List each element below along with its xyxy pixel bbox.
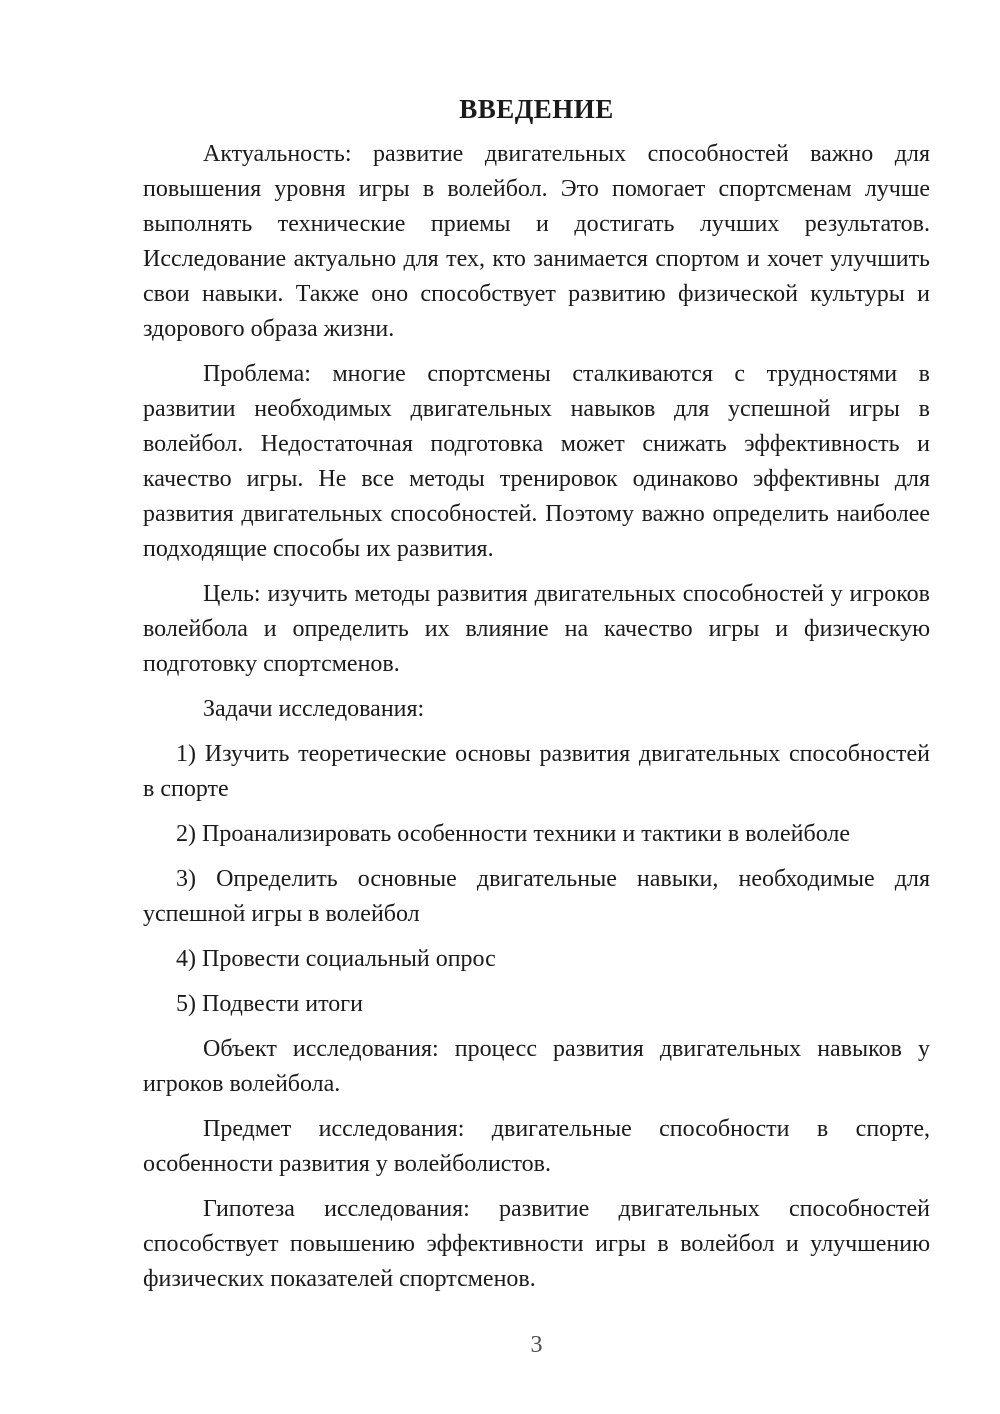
- paragraph-object: Объект исследования: процесс развития двигательных навыков у игроков волейбола.: [143, 1036, 930, 1097]
- tasks-heading: Задачи исследования:: [203, 696, 425, 722]
- paragraph-hypothesis: Гипотеза исследования: развитие двигательных способностей способствует повышению эффективности игры в волейбол и улучшению физических показателей спортсменов.: [143, 1196, 930, 1292]
- paragraph-subject: Предмет исследования: двигательные способности в спорте, особенности развития у волейболистов.: [143, 1116, 930, 1177]
- page-number: 3: [530, 1332, 543, 1358]
- task-item-4: 4) Провести социальный опрос: [176, 946, 496, 972]
- task-item-1: 1) Изучить теоретические основы развития двигательных способностей в спорте: [143, 741, 930, 802]
- paragraph-relevance: Актуальность: развитие двигательных способностей важно для повышения уровня игры в волейбол. Это помогает спортсменам лучше выполнять технические приемы и достигать лучших результатов. Исследование актуально для тех, кто занимается спортом и хочет улучшить свои навыки. Также оно способствует развитию физической культуры и здорового образа жизни.: [143, 141, 930, 342]
- task-item-5: 5) Подвести итоги: [176, 991, 363, 1017]
- task-item-3: 3) Определить основные двигательные навыки, необходимые для успешной игры в волейбол: [143, 866, 930, 927]
- page-title: ВВЕДЕНИЕ: [459, 94, 614, 124]
- text-block: [143, 92, 930, 1307]
- paragraph-goal: Цель: изучить методы развития двигательных способностей у игроков волейбола и определить их влияние на качество игры и физическую подготовку спортсменов.: [143, 581, 930, 677]
- task-item-2: 2) Проанализировать особенности техники и тактики в волейболе: [176, 821, 851, 847]
- paragraph-problem: Проблема: многие спортсмены сталкиваются с трудностями в развитии необходимых двигательных навыков для успешной игры в волейбол. Недостаточная подготовка может снижать эффективность и качество игры. Не все методы тренировок одинаково эффективны для развития двигательных способностей. Поэтому важно определить наиболее подходящие способы их развития.: [143, 361, 930, 562]
